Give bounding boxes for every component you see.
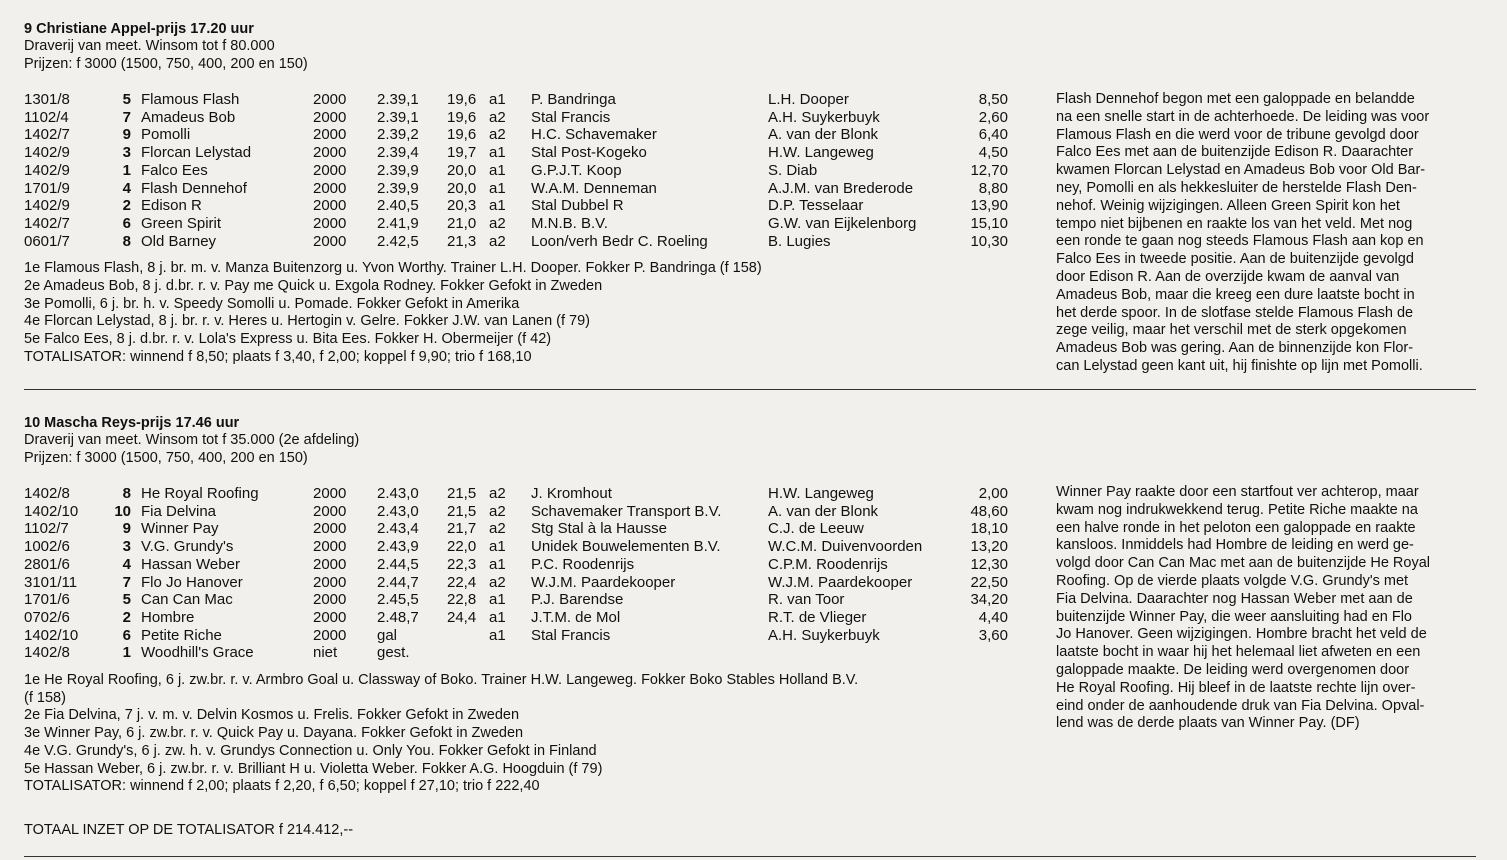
horse-cell: He Royal Roofing — [141, 485, 259, 502]
table-row — [24, 197, 1008, 215]
form-cell: 1402/9 — [24, 197, 70, 215]
odds-cell: 22,50 — [970, 573, 1008, 591]
owner-cell: Stg Stal à la Hausse — [531, 520, 667, 538]
total-stake: TOTAAL INZET OP DE TOTALISATOR f 214.412,-- — [24, 822, 354, 838]
time-cell: 2.39,9 — [377, 161, 419, 179]
horse-cell: Flash Dennehof — [141, 179, 247, 197]
text-line: lend was de derde plaats van Winner Pay. (DF) — [1056, 715, 1360, 732]
text-line: Falco Ees met aan de buitenzijde Edison R. Daarachter — [1056, 144, 1414, 161]
number-cell: 3 — [122, 144, 131, 162]
km-time-cell: 20,0 — [447, 179, 477, 197]
driver-cell: A.J.M. van Brederode — [768, 179, 914, 197]
race-prizes: Prijzen: f 3000 (1500, 750, 400, 200 en 150) — [24, 55, 308, 72]
driver-cell: W.J.M. Paardekooper — [768, 573, 913, 591]
table-row — [24, 215, 1008, 233]
distance-cell: 2000 — [313, 591, 347, 609]
start-cell: a2 — [489, 573, 506, 591]
start-cell: a2 — [489, 126, 506, 144]
time-cell: 2.39,2 — [377, 126, 419, 144]
text-line: (f 158) — [24, 689, 66, 706]
time-cell: 2.43,4 — [377, 520, 419, 538]
table-row — [24, 485, 1008, 503]
form-cell: 2801/6 — [24, 555, 70, 573]
number-cell: 7 — [122, 108, 131, 126]
km-time-cell: 22,4 — [447, 573, 477, 591]
distance-cell: 2000 — [313, 538, 347, 556]
owner-cell: Stal Dubbel R — [531, 197, 624, 215]
km-time-cell: 20,3 — [447, 197, 477, 215]
horse-cell: Hombre — [141, 608, 195, 626]
owner-cell: P. Bandringa — [531, 91, 616, 108]
driver-cell: A. van der Blonk — [768, 126, 879, 144]
text-line: volgd door Can Can Mac met aan de buitenzijde He Royal — [1056, 555, 1430, 572]
owner-cell: M.N.B. B.V. — [531, 214, 608, 232]
table-row — [24, 180, 1008, 198]
start-cell: a1 — [489, 197, 506, 215]
text-line: 5e Falco Ees, 8 j. d.br. r. v. Lola's Express u. Bita Ees. Fokker H. Obermeijer (f 42) — [24, 331, 552, 348]
driver-cell: W.C.M. Duivenvoorden — [768, 538, 923, 556]
table-row — [24, 162, 1008, 180]
km-time-cell — [447, 644, 489, 662]
text-line: Falco Ees in tweede positie. Aan de buitenzijde gevolgd — [1056, 251, 1414, 268]
table-row — [24, 609, 1008, 627]
form-cell: 1402/10 — [24, 502, 79, 520]
distance-cell: 2000 — [313, 555, 347, 573]
driver-cell: C.P.M. Roodenrijs — [768, 555, 888, 573]
km-time-cell: 22,3 — [447, 555, 477, 573]
text-line: ney, Pomolli en als hekkesluiter de herstelde Flash Den- — [1056, 179, 1417, 196]
owner-cell: Schavemaker Transport B.V. — [531, 502, 722, 520]
text-line: kwam nog indrukwekkend terug. Petite Riche maakte na — [1056, 501, 1418, 518]
form-cell: 1102/4 — [24, 108, 69, 126]
driver-cell: A.H. Suykerbuyk — [768, 108, 880, 126]
odds-cell: 4,50 — [978, 144, 1008, 162]
km-time-cell — [447, 627, 489, 645]
table-row — [24, 556, 1008, 574]
form-cell: 1402/8 — [24, 644, 70, 662]
text-line: can Lelystad geen kant uit, hij finishte op lijn met Pomolli. — [1056, 357, 1423, 374]
text-line: Winner Pay raakte door een startfout ver achterop, maar — [1056, 484, 1419, 500]
race-9 — [24, 20, 1484, 374]
form-cell: 1402/10 — [24, 626, 79, 644]
form-cell: 1402/7 — [24, 214, 70, 232]
time-cell: 2.43,0 — [377, 485, 419, 502]
horse-cell: Fia Delvina — [141, 502, 217, 520]
distance-cell: 2000 — [313, 179, 347, 197]
section-divider — [24, 389, 1476, 390]
odds-cell: 2,60 — [978, 108, 1008, 126]
text-line: door Edison R. Aan de overzijde kwam de aanval van — [1056, 268, 1400, 285]
driver-cell: H.W. Langeweg — [768, 485, 874, 502]
race-title: 10 Mascha Reys-prijs 17.46 uur — [24, 415, 240, 431]
time-cell: gal — [377, 626, 398, 644]
horse-cell: Old Barney — [141, 232, 217, 250]
driver-cell: A. van der Blonk — [768, 502, 879, 520]
table-row — [24, 126, 1008, 144]
horse-cell: Amadeus Bob — [141, 108, 236, 126]
text-line: Jo Hanover. Geen wijzigingen. Hombre bracht het veld de — [1056, 626, 1427, 643]
text-line: eind onder de aanhoudende druk van Fia Delvina. Opval- — [1056, 697, 1425, 714]
distance-cell: 2000 — [313, 502, 347, 520]
owner-cell: Stal Post-Kogeko — [531, 144, 647, 162]
odds-cell: 12,30 — [970, 555, 1008, 573]
time-cell: 2.43,9 — [377, 538, 419, 556]
driver-cell: A.H. Suykerbuyk — [768, 626, 880, 644]
text-line: TOTALISATOR: winnend f 8,50; plaats f 3,40, f 2,00; koppel f 9,90; trio f 168,10 — [24, 348, 532, 365]
text-line: laatste bocht in waar hij het helemaal liet afweten en een — [1056, 644, 1421, 661]
form-cell: 1102/7 — [24, 520, 69, 538]
horse-cell: Petite Riche — [141, 626, 222, 644]
text-line: kwamen Florcan Lelystad en Amadeus Bob voor Old Bar- — [1056, 162, 1426, 179]
form-cell: 3101/11 — [24, 573, 78, 591]
number-cell: 10 — [114, 502, 131, 520]
distance-cell: niet — [313, 644, 338, 662]
horse-cell: Hassan Weber — [141, 555, 240, 573]
km-time-cell: 19,6 — [447, 91, 477, 108]
form-cell: 1002/6 — [24, 538, 70, 556]
horse-cell: Edison R — [141, 197, 202, 215]
number-cell: 3 — [122, 538, 131, 556]
number-cell: 7 — [122, 573, 131, 591]
text-line: galoppade maakte. De leiding werd overgenomen door — [1056, 661, 1410, 678]
start-cell: a1 — [489, 591, 506, 609]
start-cell: a1 — [489, 91, 506, 108]
table-row — [24, 574, 1008, 592]
driver-cell: L.H. Dooper — [768, 91, 849, 108]
text-line: 5e Hassan Weber, 6 j. zw.br. r. v. Brilliant H u. Violetta Weber. Fokker A.G. Hoogduin (f 79) — [24, 760, 603, 777]
number-cell: 5 — [122, 591, 131, 609]
form-cell: 1402/9 — [24, 161, 70, 179]
text-line: 3e Pomolli, 6 j. br. h. v. Speedy Somolli u. Pomade. Fokker Gefokt in Amerika — [24, 295, 520, 312]
time-cell: 2.44,7 — [377, 573, 419, 591]
km-time-cell: 21,7 — [447, 520, 477, 538]
table-row — [24, 520, 1008, 538]
number-cell: 9 — [122, 520, 131, 538]
distance-cell: 2000 — [313, 626, 347, 644]
owner-cell: W.A.M. Denneman — [531, 179, 657, 197]
race-commentary — [1056, 484, 1486, 733]
results-table — [24, 485, 1008, 662]
start-cell: a2 — [489, 520, 506, 538]
form-cell: 1301/8 — [24, 91, 70, 108]
text-line: kansloos. Inmiddels had Hombre de leiding en werd ge- — [1056, 537, 1414, 554]
text-line: zege veilig, maar het verschil met de sterk opgekomen — [1056, 322, 1407, 339]
time-cell: gest. — [377, 644, 410, 662]
form-cell: 1402/9 — [24, 144, 70, 162]
horse-cell: Green Spirit — [141, 214, 222, 232]
owner-cell: P.J. Barendse — [531, 591, 624, 609]
text-line: nehof. Weinig wijzigingen. Alleen Green Spirit kon het — [1056, 197, 1400, 214]
driver-cell — [768, 644, 928, 662]
text-line: een halve ronde in het peloton een galoppade en raakte — [1056, 519, 1416, 536]
number-cell: 9 — [122, 126, 131, 144]
owner-cell: Unidek Bouwelementen B.V. — [531, 538, 721, 556]
form-cell: 1701/9 — [24, 179, 70, 197]
time-cell: 2.48,7 — [377, 608, 419, 626]
odds-cell: 12,70 — [970, 161, 1008, 179]
race-info — [24, 672, 1024, 796]
start-cell: a2 — [489, 214, 506, 232]
distance-cell: 2000 — [313, 608, 347, 626]
distance-cell: 2000 — [313, 232, 347, 250]
driver-cell: G.W. van Eijkelenborg — [768, 214, 917, 232]
owner-cell: J. Kromhout — [531, 485, 612, 502]
text-line: tempo niet bijbenen en raakte los van het veld. Met nog — [1056, 215, 1413, 232]
owner-cell: H.C. Schavemaker — [531, 126, 657, 144]
table-row — [24, 144, 1008, 162]
km-time-cell: 21,0 — [447, 214, 477, 232]
driver-cell: D.P. Tesselaar — [768, 197, 864, 215]
odds-cell: 48,60 — [970, 502, 1008, 520]
km-time-cell: 21,5 — [447, 485, 477, 502]
number-cell: 2 — [122, 608, 131, 626]
time-cell: 2.43,0 — [377, 502, 419, 520]
table-row — [24, 644, 1008, 662]
number-cell: 8 — [122, 232, 131, 250]
text-line: 3e Winner Pay, 6 j. zw.br. r. v. Quick Pay u. Dayana. Fokker Gefokt in Zweden — [24, 725, 524, 742]
driver-cell: S. Diab — [768, 161, 818, 179]
km-time-cell: 22,8 — [447, 591, 477, 609]
start-cell: a1 — [489, 179, 506, 197]
race-title: 9 Christiane Appel-prijs 17.20 uur — [24, 21, 254, 37]
odds-cell: 34,20 — [970, 591, 1008, 609]
number-cell: 4 — [122, 179, 131, 197]
number-cell: 4 — [122, 555, 131, 573]
km-time-cell: 24,4 — [447, 608, 477, 626]
number-cell: 6 — [122, 214, 131, 232]
start-cell: a2 — [489, 232, 506, 250]
odds-cell: 2,00 — [978, 485, 1008, 502]
text-line: 4e Florcan Lelystad, 8 j. br. r. v. Heres u. Hertogin v. Gelre. Fokker J.W. van Lanen (f 79) — [24, 313, 591, 330]
horse-cell: Falco Ees — [141, 161, 208, 179]
start-cell: a2 — [489, 485, 506, 502]
start-cell: a1 — [489, 626, 506, 644]
distance-cell: 2000 — [313, 91, 347, 108]
owner-cell: G.P.J.T. Koop — [531, 161, 622, 179]
table-row — [24, 503, 1008, 521]
owner-cell: P.C. Roodenrijs — [531, 555, 635, 573]
horse-cell: Flo Jo Hanover — [141, 573, 243, 591]
start-cell: a1 — [489, 555, 506, 573]
start-cell — [489, 644, 531, 662]
odds-cell: 13,20 — [970, 538, 1008, 556]
table-row — [24, 591, 1008, 609]
distance-cell: 2000 — [313, 126, 347, 144]
number-cell: 8 — [122, 485, 131, 502]
owner-cell: Stal Francis — [531, 108, 611, 126]
table-row — [24, 109, 1008, 127]
start-cell: a2 — [489, 108, 506, 126]
owner-cell: Loon/verh Bedr C. Roeling — [531, 232, 708, 250]
text-line: een ronde te gaan nog steeds Flamous Flash aan kop en — [1056, 233, 1424, 250]
horse-cell: Florcan Lelystad — [141, 144, 252, 162]
table-row — [24, 627, 1008, 645]
km-time-cell: 21,3 — [447, 232, 477, 250]
distance-cell: 2000 — [313, 520, 347, 538]
start-cell: a1 — [489, 161, 506, 179]
odds-cell: 4,40 — [978, 608, 1008, 626]
text-line: buitenzijde Winner Pay, die weer aansluiting had en Flo — [1056, 608, 1412, 625]
race-prizes: Prijzen: f 3000 (1500, 750, 400, 200 en 150) — [24, 449, 308, 466]
km-time-cell: 21,5 — [447, 502, 477, 520]
text-line: Amadeus Bob was gering. Aan de binnenzijde kon Flor- — [1056, 340, 1414, 357]
horse-cell: Flamous Flash — [141, 91, 240, 108]
number-cell: 5 — [122, 91, 131, 108]
number-cell: 6 — [122, 626, 131, 644]
number-cell: 2 — [122, 197, 131, 215]
km-time-cell: 19,6 — [447, 108, 477, 126]
km-time-cell: 19,7 — [447, 144, 477, 162]
driver-cell: R.T. de Vlieger — [768, 608, 867, 626]
race-10 — [24, 414, 1484, 796]
text-line: Flamous Flash en die werd voor de tribune gevolgd door — [1056, 126, 1419, 143]
text-line: na een snelle start in de achterhoede. De leiding was voor — [1056, 108, 1430, 125]
text-line: 1e He Royal Roofing, 6 j. zw.br. r. v. Armbro Goal u. Classway of Boko. Trainer H.W. Langeweg. Fokker Boko Stables Holland B.V. — [24, 672, 859, 689]
form-cell: 1402/8 — [24, 485, 70, 502]
distance-cell: 2000 — [313, 573, 347, 591]
distance-cell: 2000 — [313, 197, 347, 215]
start-cell: a2 — [489, 502, 506, 520]
form-cell: 1402/7 — [24, 126, 70, 144]
km-time-cell: 20,0 — [447, 161, 477, 179]
odds-cell: 10,30 — [970, 232, 1008, 250]
distance-cell: 2000 — [313, 214, 347, 232]
table-row — [24, 538, 1008, 556]
start-cell: a1 — [489, 538, 506, 556]
number-cell: 1 — [122, 161, 131, 179]
time-cell: 2.39,4 — [377, 144, 419, 162]
text-line: 2e Fia Delvina, 7 j. v. m. v. Delvin Kosmos u. Frelis. Fokker Gefokt in Zweden — [24, 707, 520, 724]
odds-cell: 3,60 — [978, 626, 1008, 644]
owner-cell: Stal Francis — [531, 626, 611, 644]
km-time-cell: 22,0 — [447, 538, 477, 556]
race-info — [24, 260, 1024, 366]
section-divider — [24, 856, 1476, 857]
horse-cell: Can Can Mac — [141, 591, 233, 609]
start-cell: a1 — [489, 608, 506, 626]
time-cell: 2.41,9 — [377, 214, 419, 232]
time-cell: 2.42,5 — [377, 232, 419, 250]
number-cell: 1 — [122, 644, 131, 662]
text-line: het derde spoor. In de slotfase stelde Flamous Flash de — [1056, 304, 1414, 321]
odds-cell: 15,10 — [970, 214, 1008, 232]
text-line: Fia Delvina. Daarachter nog Hassan Weber met aan de — [1056, 590, 1413, 607]
horse-cell: Pomolli — [141, 126, 191, 144]
text-line: He Royal Roofing. Hij bleef in de laatste rechte lijn over- — [1056, 679, 1416, 696]
driver-cell: C.J. de Leeuw — [768, 520, 864, 538]
table-row — [24, 233, 1008, 251]
distance-cell: 2000 — [313, 108, 347, 126]
text-line: Roofing. Op de vierde plaats volgde V.G. Grundy's met — [1056, 572, 1409, 589]
horse-cell: Winner Pay — [141, 520, 219, 538]
driver-cell: H.W. Langeweg — [768, 144, 874, 162]
km-time-cell: 19,6 — [447, 126, 477, 144]
horse-cell: V.G. Grundy's — [141, 538, 234, 556]
text-line: 1e Flamous Flash, 8 j. br. m. v. Manza Buitenzorg u. Yvon Worthy. Trainer L.H. Dooper. Fokker P. Bandringa (f 158) — [24, 260, 762, 277]
time-cell: 2.39,9 — [377, 179, 419, 197]
odds-cell: 13,90 — [970, 197, 1008, 215]
start-cell: a1 — [489, 144, 506, 162]
race-conditions: Draverij van meet. Winsom tot f 80.000 — [24, 38, 275, 54]
owner-cell: J.T.M. de Mol — [531, 608, 621, 626]
owner-cell — [531, 644, 768, 662]
odds-cell — [928, 644, 1008, 662]
time-cell: 2.45,5 — [377, 591, 419, 609]
odds-cell: 18,10 — [970, 520, 1008, 538]
distance-cell: 2000 — [313, 161, 347, 179]
time-cell: 2.39,1 — [377, 91, 419, 108]
driver-cell: R. van Toor — [768, 591, 845, 609]
horse-cell: Woodhill's Grace — [141, 644, 254, 662]
distance-cell: 2000 — [313, 144, 347, 162]
time-cell: 2.40,5 — [377, 197, 419, 215]
results-table — [24, 91, 1008, 250]
odds-cell: 8,50 — [978, 91, 1008, 108]
table-row — [24, 91, 1008, 109]
odds-cell: 6,40 — [978, 126, 1008, 144]
form-cell: 0601/7 — [24, 232, 70, 250]
text-line: Flash Dennehof begon met een galoppade en belandde — [1056, 91, 1415, 107]
text-line: 4e V.G. Grundy's, 6 j. zw. h. v. Grundys Connection u. Only You. Fokker Gefokt in Finland — [24, 742, 597, 759]
race-commentary — [1056, 91, 1486, 376]
owner-cell: W.J.M. Paardekooper — [531, 573, 676, 591]
driver-cell: B. Lugies — [768, 232, 831, 250]
race-conditions: Draverij van meet. Winsom tot f 35.000 (2e afdeling) — [24, 432, 360, 448]
time-cell: 2.44,5 — [377, 555, 419, 573]
text-line: 2e Amadeus Bob, 8 j. d.br. r. v. Pay me Quick u. Exgola Rodney. Fokker Gefokt in Zweden — [24, 278, 603, 295]
distance-cell: 2000 — [313, 485, 347, 502]
odds-cell: 8,80 — [978, 179, 1008, 197]
text-line: TOTALISATOR: winnend f 2,00; plaats f 2,20, f 6,50; koppel f 27,10; trio f 222,40 — [24, 778, 540, 795]
time-cell: 2.39,1 — [377, 108, 419, 126]
form-cell: 0702/6 — [24, 608, 70, 626]
form-cell: 1701/6 — [24, 591, 70, 609]
text-line: Amadeus Bob, maar die kreeg een dure laatste bocht in — [1056, 286, 1415, 303]
